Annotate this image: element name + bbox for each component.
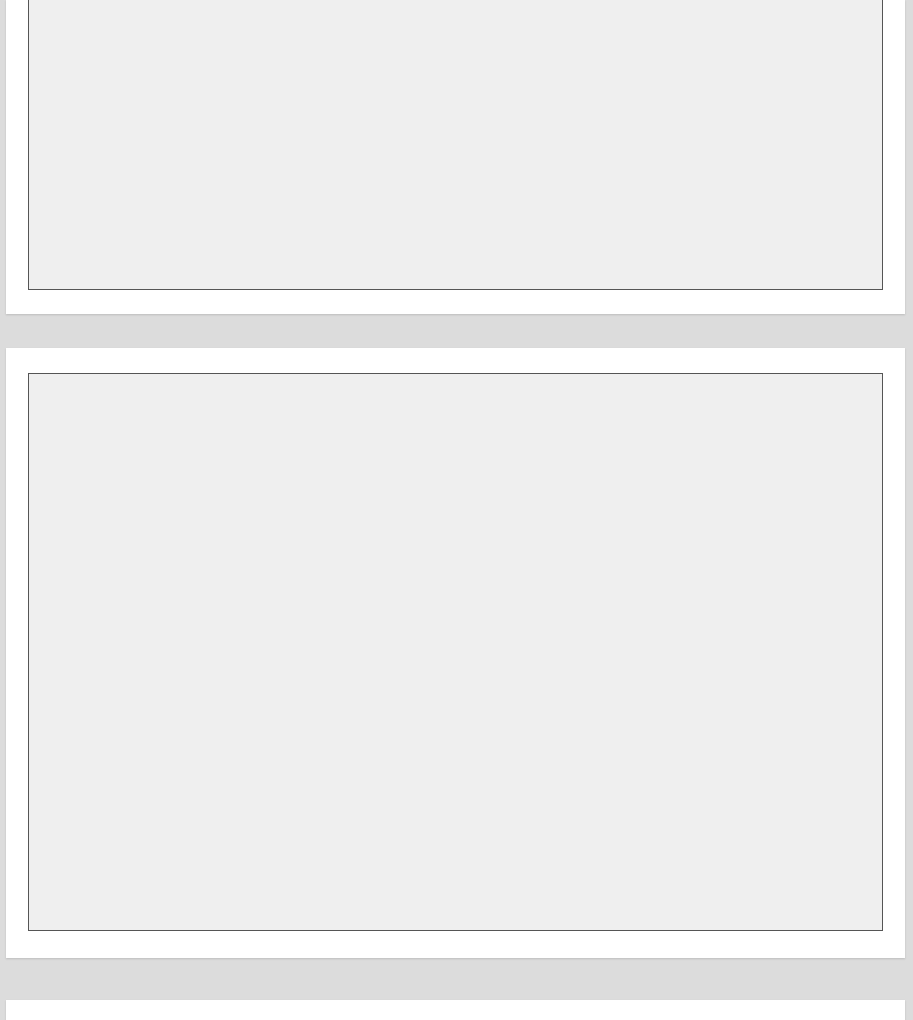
- tree-symbols-panel: [28, 0, 883, 290]
- top-card: [6, 0, 905, 314]
- greenery-symbols-drawing: [29, 374, 882, 930]
- greenery-symbols-panel: [28, 373, 883, 931]
- bottom-card: [6, 348, 905, 958]
- next-card: [6, 1000, 905, 1020]
- tree-symbols-drawing: [29, 0, 882, 289]
